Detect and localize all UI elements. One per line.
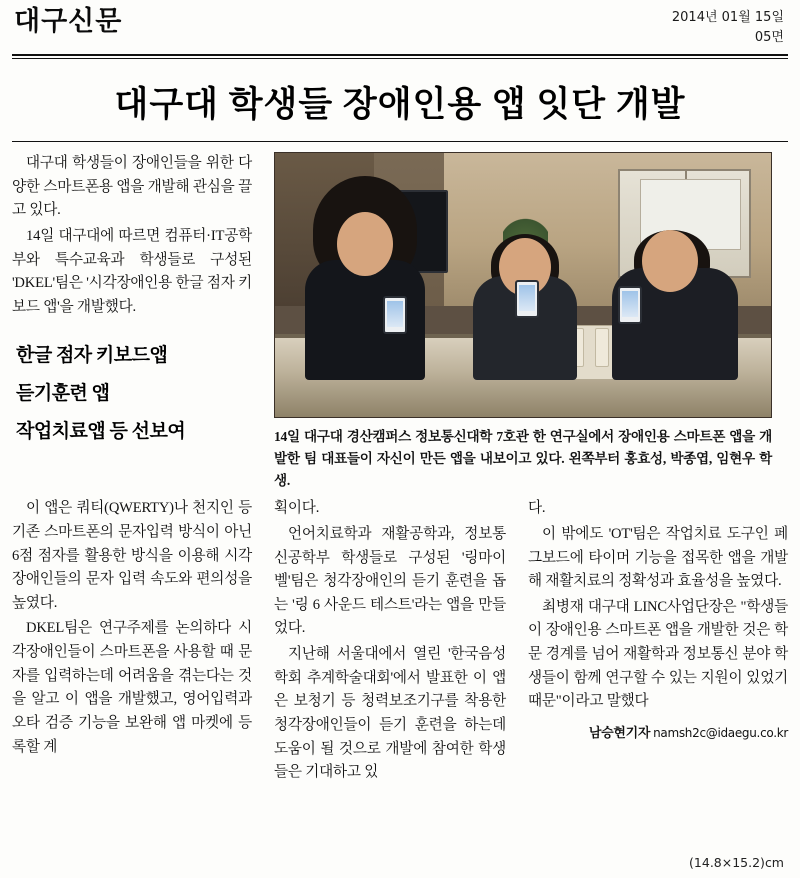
column-one-top	[12, 152, 266, 491]
article-body	[12, 142, 788, 787]
headline-band	[12, 59, 788, 142]
publication-date: 2014년 01월 15일	[671, 10, 784, 25]
top-area	[12, 152, 788, 491]
paragraph: 지난해 서울대에서 열린 '한국음성학회 추계학술대회'에서 발표한 이 앱은 보청기 등 청력보조기구를 착용한 청각장애인들이 듣기 훈련을 하는데 도움이 될 것으로 개발에 참여한 학생들은 기대하고 있	[274, 646, 506, 781]
page-number: 05면	[754, 29, 784, 45]
paragraph: 최병재 대구대 LINC사업단장은 "학생들이 장애인용 스마트폰 앱을 개발한 것은 학문 경계를 넘어 재활학과 정보통신 분야 학생들이 함께 연구할 수 있는 지원이 있었기 때문"이라고 말했다	[528, 598, 788, 710]
byline-email: namsh2c@idaegu.co.kr	[653, 726, 788, 741]
paragraph: DKEL팀은 연구주제를 논의하다 시각장애인들이 스마트폰을 사용할 때 문자를 입력하는데 어려움을 겪는다는 것을 알고 이 앱을 개발했고, 영어입력과 오타 검증 기능을 보완해 앱 마켓에 등록할 계	[12, 620, 252, 755]
bottom-area	[12, 497, 788, 787]
clipping-size-note: (14.8×15.2)cm	[689, 855, 784, 870]
masthead	[0, 0, 800, 52]
photo-person-center	[473, 190, 583, 380]
paragraph: 획이다.	[274, 500, 320, 517]
photo-person-left	[305, 180, 435, 380]
paragraph: 언어치료학과 재활공학과, 정보통신공학부 학생들로 구성된 '링마이 벨'팀은 청각장애인의 듣기 훈련을 돕는 '링 6 사운드 테스트'라는 앱을 만들었다.	[274, 525, 506, 637]
paragraph: 대구대 학생들이 장애인들을 위한 다양한 스마트폰용 앱을 개발해 관심을 끌고 있다.	[12, 155, 252, 219]
subhead-group	[12, 337, 252, 451]
paragraph: 14일 대구대에 따르면 컴퓨터·IT공학부와 특수교육과 학생들로 구성된 'DKEL'팀은 '시각장애인용 한글 점자 키보드 앱'을 개발했다.	[12, 227, 252, 315]
byline-reporter: 남승현기자	[588, 725, 651, 741]
masthead-rule-thick	[12, 54, 788, 56]
paragraph: 다.	[528, 500, 546, 517]
paragraph: 이 앱은 쿼티(QWERTY)나 천지인 등 기존 스마트폰의 문자입력 방식이 아닌 6점 점자를 활용한 방식을 이용해 시각장애인들의 문자 입력 속도와 편의성을 높였다.	[12, 500, 252, 611]
photo-smartphone	[383, 296, 407, 334]
article-headline: 대구대 학생들 장애인용 앱 잇단 개발	[114, 85, 686, 124]
masthead-meta	[672, 8, 784, 47]
photo-column	[266, 152, 772, 491]
photo-smartphone	[515, 280, 539, 318]
column-two	[266, 497, 520, 787]
article-photo	[274, 152, 772, 491]
subhead: 듣기훈련 앱	[16, 383, 110, 405]
photo-person-right	[612, 190, 742, 380]
photo-caption: 14일 대구대 경산캠퍼스 정보통신대학 7호관 한 연구실에서 장애인용 스마트폰 앱을 개발한 팀 대표들이 자신이 만든 앱을 내보이고 있다. 왼쪽부터 홍효성, 박종엽, 임현우 학생.	[274, 429, 772, 488]
photo-smartphone	[618, 286, 642, 324]
byline	[528, 722, 788, 741]
column-one-bottom	[12, 497, 266, 787]
paper-name: 대구신문	[14, 6, 123, 36]
paragraph: 이 밖에도 'OT'팀은 작업치료 도구인 페그보드에 타이머 기능을 접목한 앱을 개발해 재활치료의 정확성과 효율성을 높였다.	[528, 525, 788, 590]
subhead: 한글 점자 키보드앱	[16, 345, 168, 367]
photo-image	[274, 152, 772, 418]
column-three	[520, 497, 788, 787]
subhead: 작업치료앱 등 선보여	[16, 421, 186, 443]
